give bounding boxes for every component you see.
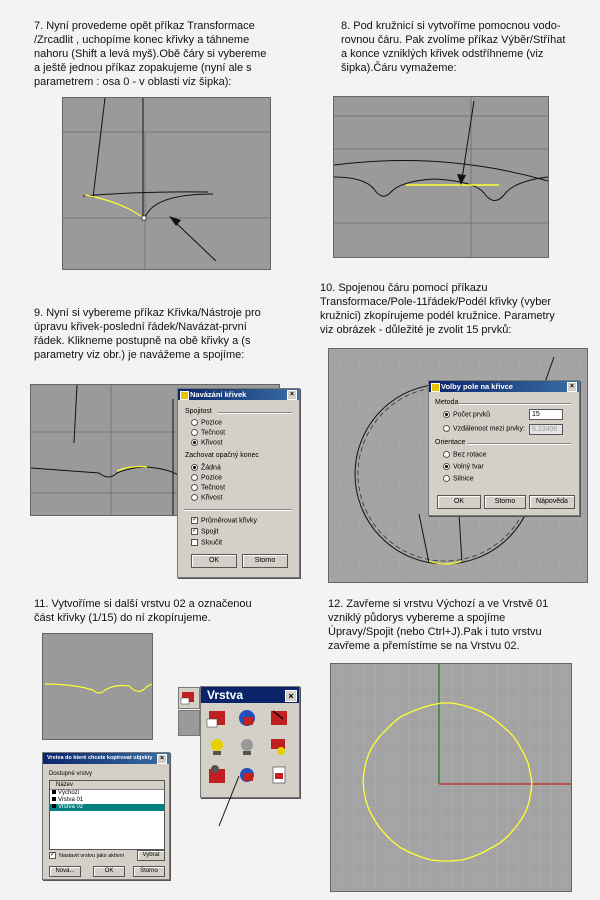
arrow-pointer xyxy=(215,770,245,830)
step-9-text: 9. Nyní si vybereme příkaz Křivka/Nástroje pro úpravu křivek-poslední řádek/Navázat-první řádek. Klikneme postupně na obě křivky a (s parametry viz obr.) je navážeme a spojíme: xyxy=(34,307,261,361)
radio-pozice-2[interactable]: Pozice xyxy=(191,474,222,481)
vrstva-toolbar-partial-icon xyxy=(178,687,200,709)
checkbox-spojit[interactable]: ✓ Spojit xyxy=(192,528,219,536)
radio-volny-tvar[interactable]: Volný tvar xyxy=(443,463,484,470)
radio-pozice[interactable]: Pozice xyxy=(191,419,222,426)
group-metoda-label: Metoda xyxy=(435,399,459,406)
radio-tecnost-2[interactable]: Tečnost xyxy=(191,484,225,491)
viewport-step-8[interactable] xyxy=(333,96,549,258)
radio-silnice[interactable]: Silnice xyxy=(443,475,474,482)
viewport-step-11[interactable] xyxy=(42,633,153,740)
radio-krivost-2[interactable]: Křivost xyxy=(191,494,222,501)
close-icon[interactable]: × xyxy=(157,754,167,764)
dialog-titlebar[interactable] xyxy=(429,381,579,392)
layer-row[interactable]: Výchozí xyxy=(50,790,164,797)
toolbar-titlebar[interactable] xyxy=(201,687,299,703)
dialog-navazani-krivek[interactable] xyxy=(177,388,300,578)
radio-zadna[interactable]: Žádná xyxy=(191,464,221,471)
distance-input[interactable]: 6.23406 xyxy=(529,424,563,435)
dialog-volby-pole[interactable] xyxy=(428,380,580,516)
radio-krivost[interactable]: Křivost xyxy=(191,439,222,446)
count-input[interactable]: 15 xyxy=(529,409,563,420)
radio-pocet-prvku[interactable]: Počet prvků xyxy=(443,411,490,418)
new-layer-button[interactable]: Nová... xyxy=(49,866,81,877)
separator xyxy=(184,509,292,511)
dialog-app-icon xyxy=(180,391,189,400)
step-7-drawing xyxy=(63,98,270,269)
help-button[interactable]: Nápověda xyxy=(529,495,575,509)
group-spojitost-label: Spojitost xyxy=(185,408,212,415)
checkbox-set-active[interactable]: ✓ Nastavit vrstvu jako aktivní xyxy=(50,852,125,859)
group-zachovat-label: Zachovat opačný konec xyxy=(185,452,259,459)
step-12-drawing xyxy=(331,664,571,891)
toolbar-title: Vrstva xyxy=(207,688,244,702)
step-10-text: 10. Spojenou čáru pomocí příkazu Transformace/Pole-11řádek/Podél křivky (vyber kružnici) zkopírujeme podél kružnice. Parametry viz obrázek - důležité je zvolit 15 prvků: xyxy=(320,282,555,336)
dialog-copy-to-layer[interactable] xyxy=(42,752,170,880)
ok-button[interactable]: OK xyxy=(191,554,237,568)
radio-tecnost[interactable]: Tečnost xyxy=(191,429,225,436)
cancel-button[interactable]: Storno xyxy=(242,554,288,568)
cancel-button[interactable]: Storno xyxy=(133,866,165,877)
dialog-title: Navázání křivek xyxy=(190,390,247,399)
close-icon[interactable]: × xyxy=(285,690,297,702)
step-11-text: 11. Vytvoříme si další vrstvu 02 a označenou část křivky (1/15) do ní zkopírujeme. xyxy=(34,598,252,624)
radio-bez-rotace[interactable]: Bez rotace xyxy=(443,451,486,458)
vrstva-toolbar-partial-icon-2 xyxy=(178,710,200,736)
dialog-app-icon xyxy=(431,383,440,392)
step-8-drawing xyxy=(334,97,548,257)
radio-vzdalenost[interactable]: Vzdálenost mezi prvky: xyxy=(443,425,525,432)
layer-row[interactable]: Vrstva 01 xyxy=(50,797,164,804)
group-separator xyxy=(467,443,571,445)
layer-list[interactable] xyxy=(49,780,165,850)
step-8-text: 8. Pod kružnicí si vytvoříme pomocnou vodo- rovnou čáru. Pak zvolíme příkaz Výběr/Stříhat a konce vzniklých křivek odstříhneme (viz šipka).Čáru vymažeme: xyxy=(341,20,566,74)
viewport-step-12[interactable] xyxy=(330,663,572,892)
step-12-text: 12. Zavřeme si vrstvu Výchozí a ve Vrstvě 01 vzniklý půdorys vybereme a spojíme Úpravy/Spojit (nebo Ctrl+J).Pak i tuto vrstvu zavřeme a přemístíme se na Vrstvu 02. xyxy=(328,598,549,652)
group-orientace-label: Orientace xyxy=(435,439,466,446)
step-11-drawing xyxy=(43,634,152,739)
group-separator xyxy=(218,412,292,414)
dialog-titlebar[interactable] xyxy=(178,389,299,400)
group-separator xyxy=(459,403,571,405)
close-icon[interactable]: × xyxy=(287,390,297,400)
ok-button[interactable]: OK xyxy=(93,866,125,877)
step-7-text: 7. Nyní provedeme opět příkaz Transformace /Zrcadlit , uchopíme konec křivky a táhneme nahoru (Shift a levá myš).Obě čáry si vybereme a ještě jednou příkaz zopakujeme (nyní ale s parametrem : osa 0 - v oblasti viz šipka): xyxy=(34,20,267,88)
viewport-step-7[interactable] xyxy=(62,97,271,270)
available-layers-label: Dostupné vrstvy xyxy=(49,771,93,777)
checkbox-sloucit[interactable]: Sloučit xyxy=(191,539,222,546)
dialog-titlebar[interactable] xyxy=(43,753,169,764)
ok-button[interactable]: OK xyxy=(437,495,481,509)
layer-row-selected[interactable]: Vrstva 02 xyxy=(50,804,164,811)
select-button[interactable]: Vybrat xyxy=(137,850,165,861)
cancel-button[interactable]: Storno xyxy=(484,495,526,509)
dialog-title: Vrstva do které chcete kopírovat objekty xyxy=(47,755,153,761)
close-icon[interactable]: × xyxy=(567,382,577,392)
dialog-title: Volby pole na křivce xyxy=(441,382,513,391)
layer-list-header[interactable]: Název xyxy=(50,781,164,790)
checkbox-prumerovat[interactable]: ✓ Průměrovat křivky xyxy=(192,517,258,525)
